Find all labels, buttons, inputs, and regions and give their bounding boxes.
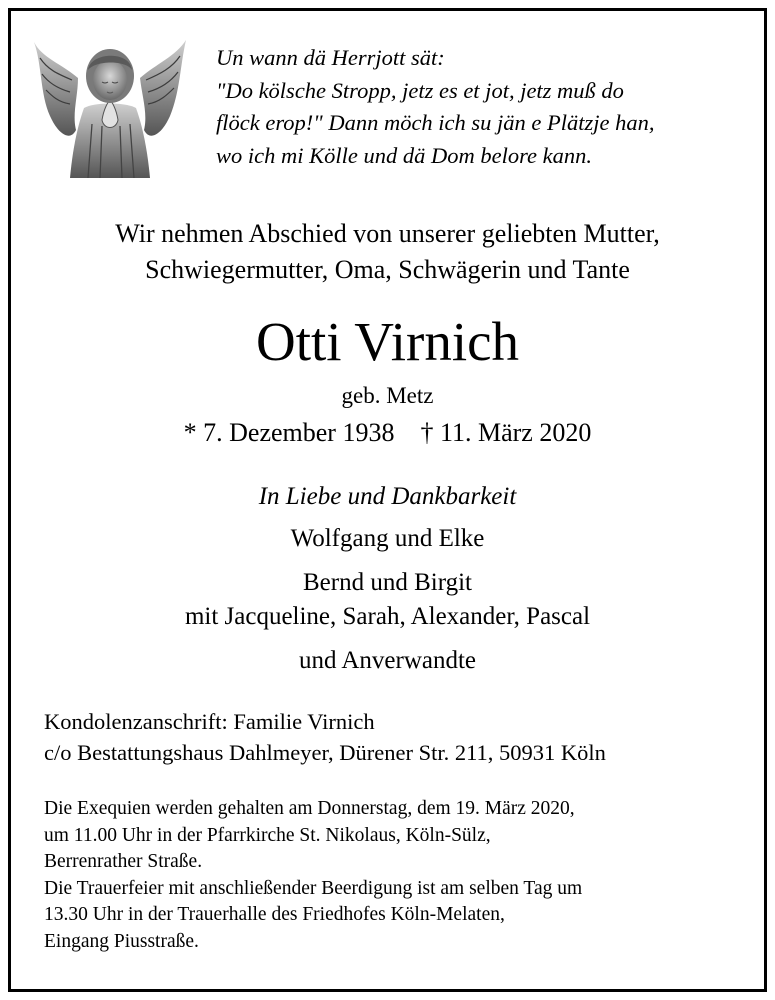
info-line: Eingang Piusstraße. xyxy=(44,930,199,952)
info-line: 13.30 Uhr in der Trauerhalle des Friedhofes Köln-Melaten, xyxy=(44,904,505,925)
birth-date: * 7. Dezember 1938 xyxy=(183,418,395,447)
intro-line: Schwiegermutter, Oma, Schwägerin und Tante xyxy=(145,255,630,284)
poem-verse xyxy=(216,42,655,172)
poem-line: flöck erop!" Dann möch ich su jän e Plätzje han, xyxy=(216,110,655,135)
mourner-line: Bernd und Birgit xyxy=(303,569,472,596)
life-dates xyxy=(0,414,775,452)
mourner-line: mit Jacqueline, Sarah, Alexander, Pascal xyxy=(184,603,591,630)
info-line: Berrenrather Straße. xyxy=(44,851,203,872)
farewell-intro xyxy=(0,216,775,288)
poem-line: Un wann dä Herrjott sät: xyxy=(216,45,445,70)
poem-line: "Do kölsche Stropp, jetz es et jot, jetz muß do xyxy=(216,77,624,103)
info-line: Die Trauerfeier mit anschließender Beerdigung ist am selben Tag um xyxy=(44,877,583,899)
mourner-group xyxy=(0,566,775,634)
angel-figure-icon xyxy=(32,34,188,178)
deceased-name: Otti Virnich xyxy=(255,311,520,372)
mourner-group: Wolfgang und Elke xyxy=(290,525,485,552)
death-date: † 11. März 2020 xyxy=(420,418,592,447)
intro-line: Wir nehmen Abschied von unserer geliebten Mutter, xyxy=(115,219,660,248)
mourner-group: und Anverwandte xyxy=(298,647,477,674)
poem-line: wo ich mi Kölle und dä Dom belore kann. xyxy=(216,142,592,168)
funeral-info xyxy=(44,796,582,955)
address-line: Kondolenzanschrift: Familie Virnich xyxy=(44,709,375,734)
info-line: Die Exequien werden gehalten am Donnerstag, dem 19. März 2020, xyxy=(44,798,575,819)
address-line: c/o Bestattungshaus Dahlmeyer, Dürener Str. 211, 50931 Köln xyxy=(44,740,606,765)
info-line: um 11.00 Uhr in der Pfarrkirche St. Nikolaus, Köln-Sülz, xyxy=(44,824,491,846)
condolence-address xyxy=(44,706,606,768)
mourners-heading: In Liebe und Dankbarkeit xyxy=(258,483,517,510)
birth-name: geb. Metz xyxy=(341,383,434,408)
